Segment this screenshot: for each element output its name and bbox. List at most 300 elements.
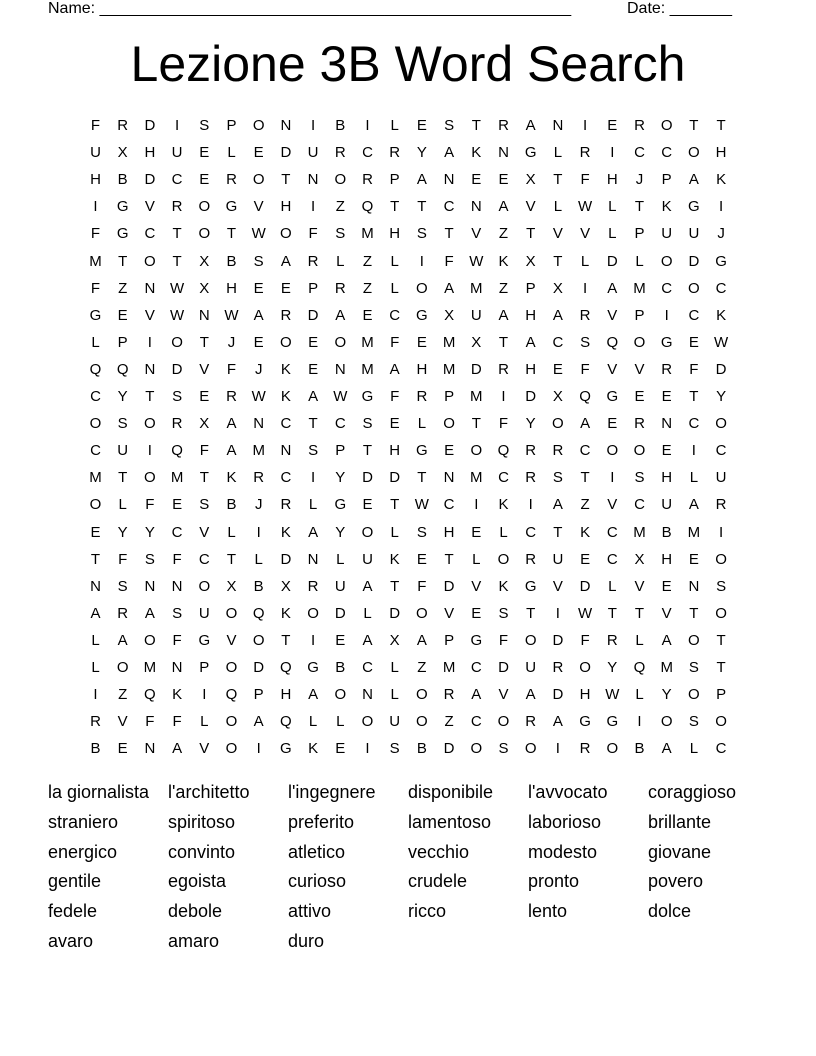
grid-letter[interactable]: F xyxy=(580,171,590,189)
grid-letter[interactable]: V xyxy=(253,198,264,216)
grid-letter[interactable]: A xyxy=(308,686,319,704)
grid-letter[interactable]: L xyxy=(390,659,399,676)
grid-letter[interactable]: V xyxy=(607,360,618,378)
grid-letter[interactable]: O xyxy=(361,713,374,731)
grid-letter[interactable]: O xyxy=(416,279,428,297)
grid-letter[interactable]: K xyxy=(498,577,509,595)
grid-letter[interactable]: O xyxy=(470,740,483,758)
grid-letter[interactable]: C xyxy=(144,225,156,243)
grid-letter[interactable]: X xyxy=(444,306,455,324)
grid-letter[interactable]: A xyxy=(552,713,563,731)
grid-letter[interactable]: F xyxy=(172,550,182,568)
grid-letter[interactable]: D xyxy=(552,686,564,704)
grid-letter[interactable]: B xyxy=(90,740,101,758)
grid-letter[interactable]: H xyxy=(389,225,401,243)
grid-letter[interactable]: C xyxy=(362,659,373,676)
grid-letter[interactable]: I xyxy=(719,523,724,541)
grid-letter[interactable]: C xyxy=(661,279,673,297)
grid-letter[interactable]: O xyxy=(715,713,727,731)
grid-letter[interactable]: T xyxy=(471,415,481,433)
grid-letter[interactable]: R xyxy=(525,713,537,731)
grid-letter[interactable]: H xyxy=(443,523,455,541)
grid-letter[interactable]: I xyxy=(256,523,261,541)
grid-letter[interactable]: G xyxy=(524,144,537,162)
grid-letter[interactable]: T xyxy=(553,171,563,189)
grid-letter[interactable]: Y xyxy=(117,388,128,405)
grid-letter[interactable]: G xyxy=(660,333,673,351)
grid-letter[interactable]: A xyxy=(362,631,373,649)
grid-letter[interactable]: R xyxy=(171,198,183,216)
grid-letter[interactable]: F xyxy=(580,631,590,649)
grid-letter[interactable]: I xyxy=(147,333,152,351)
grid-letter[interactable]: J xyxy=(254,360,263,378)
grid-letter[interactable]: K xyxy=(280,523,291,541)
grid-letter[interactable]: V xyxy=(580,225,591,243)
grid-letter[interactable]: R xyxy=(362,171,373,189)
grid-letter[interactable]: O xyxy=(715,604,727,622)
grid-letter[interactable]: G xyxy=(198,631,211,649)
grid-letter[interactable]: E xyxy=(552,360,563,378)
grid-letter[interactable]: W xyxy=(714,333,729,351)
grid-letter[interactable]: V xyxy=(444,604,455,622)
grid-letter[interactable]: S xyxy=(199,496,210,514)
grid-letter[interactable]: S xyxy=(335,225,346,243)
grid-letter[interactable]: K xyxy=(498,496,509,514)
grid-letter[interactable]: O xyxy=(280,333,292,351)
grid-letter[interactable]: O xyxy=(361,523,374,541)
grid-letter[interactable]: X xyxy=(117,144,128,162)
grid-letter[interactable]: S xyxy=(117,577,128,595)
grid-letter[interactable]: R xyxy=(171,415,183,433)
grid-letter[interactable]: C xyxy=(198,550,210,568)
grid-letter[interactable]: H xyxy=(661,469,673,487)
grid-letter[interactable]: F xyxy=(417,577,427,595)
grid-letter[interactable]: D xyxy=(498,659,509,676)
grid-letter[interactable]: T xyxy=(444,550,454,568)
grid-letter[interactable]: S xyxy=(552,469,563,487)
grid-letter[interactable]: L xyxy=(499,523,508,541)
grid-letter[interactable]: R xyxy=(334,279,346,297)
grid-letter[interactable]: D xyxy=(525,388,537,405)
grid-letter[interactable]: C xyxy=(715,279,727,297)
grid-letter[interactable]: V xyxy=(471,225,482,243)
grid-letter[interactable]: T xyxy=(199,469,209,487)
grid-letter[interactable]: I xyxy=(202,686,207,704)
grid-letter[interactable]: I xyxy=(365,117,370,134)
grid-letter[interactable]: N xyxy=(90,577,101,595)
grid-letter[interactable]: C xyxy=(280,415,292,433)
grid-letter[interactable]: R xyxy=(525,550,537,568)
grid-letter[interactable]: X xyxy=(199,415,210,433)
grid-letter[interactable]: S xyxy=(688,659,699,676)
grid-letter[interactable]: Z xyxy=(118,686,128,704)
grid-letter[interactable]: I xyxy=(555,740,560,758)
grid-letter[interactable]: F xyxy=(90,225,101,243)
grid-letter[interactable]: V xyxy=(199,523,210,541)
grid-letter[interactable]: S xyxy=(416,225,427,243)
grid-letter[interactable]: O xyxy=(198,577,211,595)
grid-letter[interactable]: Z xyxy=(498,279,509,297)
grid-letter[interactable]: Z xyxy=(362,279,373,297)
grid-letter[interactable]: R xyxy=(416,388,428,405)
grid-letter[interactable]: X xyxy=(199,279,210,297)
grid-letter[interactable]: L xyxy=(608,225,617,243)
grid-letter[interactable]: J xyxy=(717,225,725,243)
grid-letter[interactable]: M xyxy=(442,659,456,676)
grid-letter[interactable]: K xyxy=(580,523,591,541)
grid-letter[interactable]: O xyxy=(660,252,673,270)
grid-letter[interactable]: E xyxy=(362,306,373,324)
grid-letter[interactable]: C xyxy=(661,144,673,162)
grid-letter[interactable]: S xyxy=(634,469,645,487)
grid-letter[interactable]: O xyxy=(225,713,238,731)
grid-letter[interactable]: D xyxy=(606,252,618,270)
grid-letter[interactable]: D xyxy=(171,360,183,378)
grid-letter[interactable]: A xyxy=(416,631,427,649)
grid-letter[interactable]: O xyxy=(225,604,238,622)
grid-letter[interactable]: Y xyxy=(335,523,346,541)
grid-letter[interactable]: I xyxy=(719,198,724,216)
grid-letter[interactable]: D xyxy=(552,631,564,649)
grid-letter[interactable]: U xyxy=(470,306,482,324)
grid-letter[interactable]: T xyxy=(118,252,128,270)
grid-letter[interactable]: J xyxy=(254,496,263,514)
grid-letter[interactable]: G xyxy=(579,713,591,731)
grid-letter[interactable]: U xyxy=(688,225,700,243)
grid-letter[interactable]: A xyxy=(389,360,400,378)
grid-letter[interactable]: O xyxy=(688,279,700,297)
grid-letter[interactable]: R xyxy=(661,360,673,378)
grid-letter[interactable]: M xyxy=(687,523,701,541)
grid-letter[interactable]: Z xyxy=(118,279,128,297)
grid-letter[interactable]: R xyxy=(334,144,346,162)
grid-letter[interactable]: E xyxy=(117,306,128,324)
grid-letter[interactable]: E xyxy=(172,496,183,514)
grid-letter[interactable]: A xyxy=(444,144,455,162)
grid-letter[interactable]: C xyxy=(579,442,591,460)
grid-letter[interactable]: E xyxy=(416,333,427,351)
grid-letter[interactable]: Z xyxy=(498,225,509,243)
grid-letter[interactable]: Y xyxy=(716,388,727,405)
grid-letter[interactable]: L xyxy=(308,713,318,731)
grid-letter[interactable]: G xyxy=(89,306,102,324)
grid-letter[interactable]: L xyxy=(254,550,263,568)
grid-letter[interactable]: S xyxy=(716,577,727,595)
grid-letter[interactable]: A xyxy=(226,415,237,433)
grid-letter[interactable]: C xyxy=(498,469,509,487)
grid-letter[interactable]: O xyxy=(416,604,428,622)
grid-letter[interactable]: L xyxy=(91,659,100,676)
grid-letter[interactable]: C xyxy=(389,306,401,324)
grid-letter[interactable]: W xyxy=(605,686,620,704)
grid-letter[interactable]: D xyxy=(389,469,401,487)
grid-letter[interactable]: L xyxy=(472,550,481,568)
grid-letter[interactable]: K xyxy=(308,740,319,758)
grid-letter[interactable]: T xyxy=(417,469,427,487)
grid-letter[interactable]: D xyxy=(362,469,373,487)
grid-letter[interactable]: E xyxy=(90,523,101,541)
grid-letter[interactable]: E xyxy=(661,388,672,405)
grid-letter[interactable]: H xyxy=(416,360,428,378)
grid-letter[interactable]: R xyxy=(498,117,509,134)
grid-letter[interactable]: L xyxy=(363,604,372,622)
grid-letter[interactable]: P xyxy=(444,631,455,649)
grid-letter[interactable]: V xyxy=(552,225,563,243)
grid-letter[interactable]: E xyxy=(199,171,210,189)
grid-letter[interactable]: F xyxy=(199,442,209,460)
grid-letter[interactable]: E xyxy=(199,388,210,405)
grid-letter[interactable]: M xyxy=(361,225,374,243)
grid-letter[interactable]: A xyxy=(580,415,591,433)
grid-letter[interactable]: A xyxy=(444,279,455,297)
grid-letter[interactable]: I xyxy=(637,713,642,731)
name-field-line[interactable]: Name: _____________________________________________________ xyxy=(48,0,572,17)
grid-letter[interactable]: F xyxy=(172,713,182,731)
grid-letter[interactable]: L xyxy=(553,144,563,162)
grid-letter[interactable]: I xyxy=(147,442,152,460)
grid-letter[interactable]: W xyxy=(578,604,593,622)
grid-letter[interactable]: C xyxy=(362,144,373,162)
grid-letter[interactable]: I xyxy=(311,198,316,216)
grid-letter[interactable]: L xyxy=(390,279,399,297)
grid-letter[interactable]: L xyxy=(390,117,399,134)
grid-letter[interactable]: V xyxy=(199,740,210,758)
grid-letter[interactable]: S xyxy=(117,415,128,433)
grid-letter[interactable]: F xyxy=(172,631,182,649)
grid-letter[interactable]: S xyxy=(498,740,509,758)
grid-letter[interactable]: Q xyxy=(225,686,238,704)
grid-letter[interactable]: A xyxy=(308,523,319,541)
grid-letter[interactable]: A xyxy=(498,198,509,216)
grid-letter[interactable]: V xyxy=(552,577,563,595)
grid-letter[interactable]: R xyxy=(280,496,292,514)
grid-letter[interactable]: L xyxy=(91,333,100,351)
grid-letter[interactable]: K xyxy=(280,388,291,405)
grid-letter[interactable]: D xyxy=(688,252,700,270)
grid-letter[interactable]: S xyxy=(362,415,373,433)
grid-letter[interactable]: Q xyxy=(497,442,510,460)
grid-letter[interactable]: O xyxy=(144,631,156,649)
grid-letter[interactable]: L xyxy=(390,252,399,270)
grid-letter[interactable]: P xyxy=(389,171,400,189)
grid-letter[interactable]: T xyxy=(417,198,427,216)
grid-letter[interactable]: E xyxy=(199,144,210,162)
grid-letter[interactable]: I xyxy=(528,496,533,514)
grid-letter[interactable]: X xyxy=(525,171,536,189)
grid-letter[interactable]: R xyxy=(634,415,645,433)
grid-letter[interactable]: O xyxy=(280,225,292,243)
grid-letter[interactable]: R xyxy=(606,631,618,649)
grid-letter[interactable]: A xyxy=(552,306,563,324)
grid-letter[interactable]: L xyxy=(390,523,399,541)
grid-letter[interactable]: A xyxy=(280,252,291,270)
grid-letter[interactable]: F xyxy=(90,279,101,297)
grid-letter[interactable]: E xyxy=(444,442,455,460)
grid-letter[interactable]: N xyxy=(552,117,564,134)
grid-letter[interactable]: R xyxy=(117,604,129,622)
grid-letter[interactable]: G xyxy=(715,252,727,270)
grid-letter[interactable]: E xyxy=(308,333,319,351)
grid-letter[interactable]: N xyxy=(470,198,482,216)
grid-letter[interactable]: O xyxy=(660,117,673,134)
grid-letter[interactable]: F xyxy=(308,225,318,243)
grid-letter[interactable]: V xyxy=(199,360,210,378)
grid-letter[interactable]: Q xyxy=(280,659,292,676)
grid-letter[interactable]: O xyxy=(225,740,238,758)
grid-letter[interactable]: Y xyxy=(525,415,536,433)
grid-letter[interactable]: H xyxy=(579,686,591,704)
grid-letter[interactable]: E xyxy=(471,171,482,189)
grid-letter[interactable]: T xyxy=(362,442,373,460)
grid-letter[interactable]: C xyxy=(606,550,618,568)
grid-letter[interactable]: D xyxy=(579,577,591,595)
grid-letter[interactable]: N xyxy=(198,306,210,324)
grid-letter[interactable]: Q xyxy=(606,333,619,351)
grid-letter[interactable]: T xyxy=(553,252,563,270)
grid-letter[interactable]: P xyxy=(199,659,210,676)
grid-letter[interactable]: Q xyxy=(171,442,183,460)
grid-letter[interactable]: K xyxy=(280,360,291,378)
grid-letter[interactable]: L xyxy=(308,496,318,514)
grid-letter[interactable]: M xyxy=(170,469,184,487)
grid-letter[interactable]: A xyxy=(688,171,699,189)
grid-letter[interactable]: V xyxy=(634,577,645,595)
grid-letter[interactable]: H xyxy=(280,686,292,704)
grid-letter[interactable]: M xyxy=(89,469,102,487)
grid-letter[interactable]: F xyxy=(226,360,237,378)
grid-letter[interactable]: V xyxy=(144,198,155,216)
grid-letter[interactable]: R xyxy=(525,469,537,487)
grid-letter[interactable]: U xyxy=(715,469,727,487)
grid-letter[interactable]: L xyxy=(336,713,345,731)
grid-letter[interactable]: R xyxy=(307,252,319,270)
grid-letter[interactable]: T xyxy=(526,225,536,243)
grid-letter[interactable]: J xyxy=(227,333,236,351)
grid-letter[interactable]: E xyxy=(308,360,319,378)
grid-letter[interactable]: O xyxy=(252,171,265,189)
grid-letter[interactable]: O xyxy=(334,686,347,704)
grid-letter[interactable]: L xyxy=(635,686,644,704)
grid-letter[interactable]: T xyxy=(90,550,101,568)
grid-letter[interactable]: T xyxy=(607,604,617,622)
grid-letter[interactable]: U xyxy=(171,144,183,162)
grid-letter[interactable]: T xyxy=(580,469,590,487)
grid-letter[interactable]: H xyxy=(90,171,101,189)
grid-letter[interactable]: A xyxy=(525,333,536,351)
grid-letter[interactable]: E xyxy=(471,523,482,541)
grid-letter[interactable]: I xyxy=(93,686,98,704)
grid-letter[interactable]: E xyxy=(498,171,509,189)
grid-letter[interactable]: B xyxy=(661,523,672,541)
grid-letter[interactable]: A xyxy=(253,306,264,324)
grid-letter[interactable]: E xyxy=(471,604,482,622)
grid-letter[interactable]: F xyxy=(145,713,155,731)
grid-letter[interactable]: T xyxy=(634,604,645,622)
grid-letter[interactable]: E xyxy=(688,333,699,351)
grid-letter[interactable]: G xyxy=(225,198,238,216)
grid-letter[interactable]: G xyxy=(280,740,292,758)
grid-letter[interactable]: P xyxy=(308,279,319,297)
grid-letter[interactable]: P xyxy=(226,117,237,134)
grid-letter[interactable]: D xyxy=(389,604,401,622)
grid-letter[interactable]: I xyxy=(93,198,98,216)
grid-letter[interactable]: I xyxy=(583,117,588,134)
grid-letter[interactable]: T xyxy=(390,577,400,595)
grid-letter[interactable]: N xyxy=(443,469,455,487)
grid-letter[interactable]: S xyxy=(253,252,264,270)
grid-letter[interactable]: I xyxy=(256,740,261,758)
grid-letter[interactable]: L xyxy=(553,198,563,216)
grid-letter[interactable]: R xyxy=(715,496,727,514)
grid-letter[interactable]: O xyxy=(144,252,156,270)
grid-letter[interactable]: S xyxy=(580,333,591,351)
grid-letter[interactable]: B xyxy=(634,740,645,758)
grid-letter[interactable]: O xyxy=(144,415,156,433)
grid-letter[interactable]: O xyxy=(198,198,211,216)
grid-letter[interactable]: F xyxy=(498,415,509,433)
grid-letter[interactable]: R xyxy=(253,469,265,487)
grid-letter[interactable]: E xyxy=(580,550,591,568)
grid-letter[interactable]: H xyxy=(389,442,401,460)
grid-letter[interactable]: T xyxy=(689,604,699,622)
grid-letter[interactable]: T xyxy=(390,198,400,216)
grid-letter[interactable]: U xyxy=(117,442,129,460)
grid-letter[interactable]: R xyxy=(498,360,509,378)
grid-letter[interactable]: T xyxy=(553,523,563,541)
grid-letter[interactable]: L xyxy=(118,496,127,514)
grid-letter[interactable]: Z xyxy=(417,659,427,676)
grid-letter[interactable]: O xyxy=(633,333,646,351)
grid-letter[interactable]: L xyxy=(580,252,590,270)
grid-letter[interactable]: N xyxy=(144,577,156,595)
grid-letter[interactable]: A xyxy=(525,117,536,134)
grid-letter[interactable]: G xyxy=(470,631,483,649)
grid-letter[interactable]: N xyxy=(280,442,292,460)
grid-letter[interactable]: A xyxy=(308,388,319,405)
grid-letter[interactable]: G xyxy=(416,442,428,460)
grid-letter[interactable]: P xyxy=(253,686,264,704)
grid-letter[interactable]: P xyxy=(444,388,455,405)
grid-letter[interactable]: O xyxy=(660,713,673,731)
grid-letter[interactable]: P xyxy=(634,306,645,324)
grid-letter[interactable]: E xyxy=(335,740,346,758)
grid-letter[interactable]: A xyxy=(253,713,264,731)
grid-letter[interactable]: L xyxy=(200,713,209,731)
grid-letter[interactable]: B xyxy=(335,659,346,676)
grid-letter[interactable]: U xyxy=(552,550,564,568)
grid-letter[interactable]: Q xyxy=(280,713,292,731)
grid-letter[interactable]: R xyxy=(579,144,591,162)
grid-letter[interactable]: V xyxy=(607,306,618,324)
grid-letter[interactable]: H xyxy=(144,144,156,162)
grid-letter[interactable]: D xyxy=(307,306,319,324)
grid-letter[interactable]: T xyxy=(281,171,291,189)
grid-letter[interactable]: V xyxy=(525,198,536,216)
grid-letter[interactable]: I xyxy=(501,388,506,405)
grid-letter[interactable]: C xyxy=(688,306,700,324)
grid-letter[interactable]: A xyxy=(471,686,482,704)
grid-letter[interactable]: O xyxy=(416,686,428,704)
grid-letter[interactable]: G xyxy=(307,659,319,676)
grid-letter[interactable]: R xyxy=(117,117,129,134)
grid-letter[interactable]: W xyxy=(170,306,185,324)
grid-letter[interactable]: V xyxy=(144,306,155,324)
grid-letter[interactable]: R xyxy=(552,659,564,676)
grid-letter[interactable]: O xyxy=(606,442,619,460)
grid-letter[interactable]: G xyxy=(116,225,129,243)
grid-letter[interactable]: O xyxy=(225,659,238,676)
grid-letter[interactable]: D xyxy=(144,117,156,134)
